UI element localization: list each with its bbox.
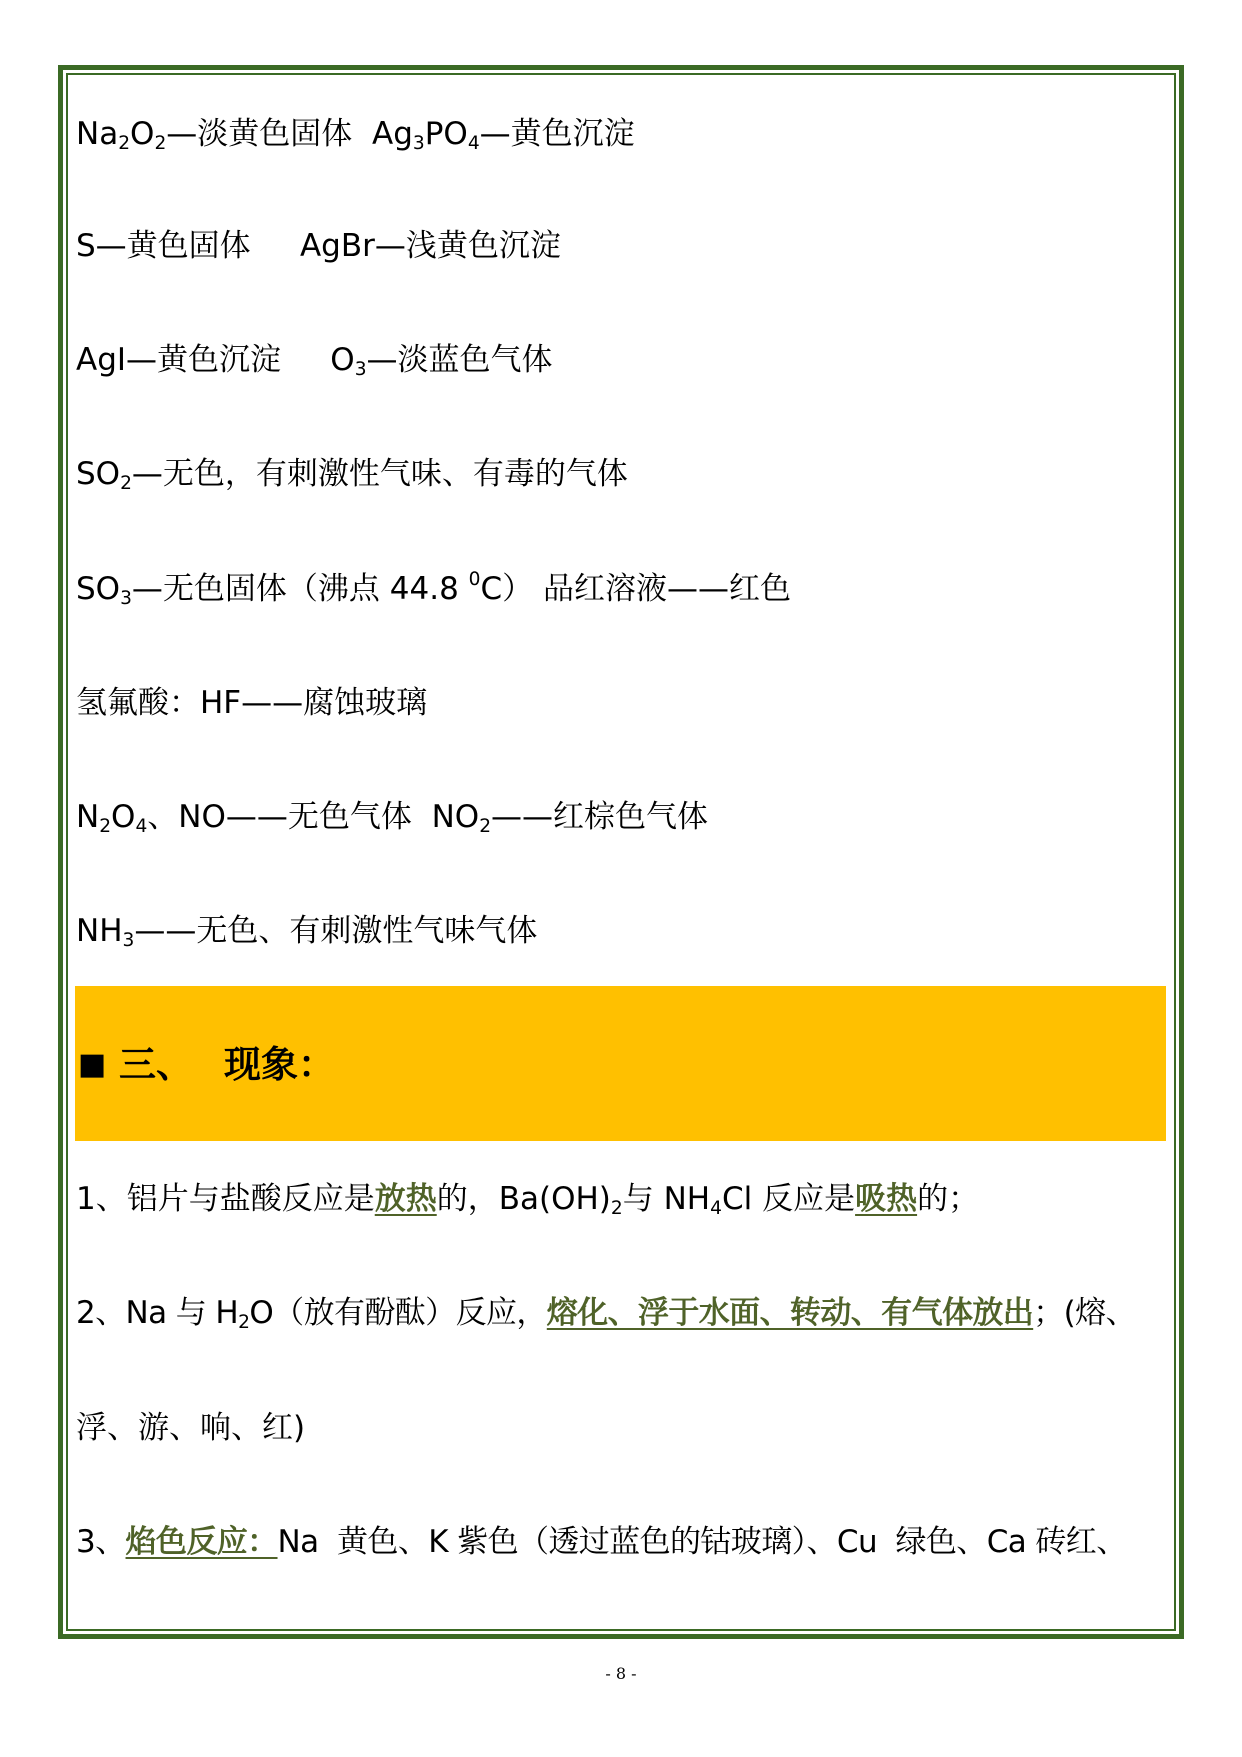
square-bullet-icon: ■ xyxy=(78,1047,107,1082)
text-run: 浮、游、响、红) xyxy=(76,1410,306,1446)
text-run: —淡蓝色气体 xyxy=(366,342,553,378)
key-term: 吸热 xyxy=(855,1181,918,1217)
text-run: C） 品红溶液——红色 xyxy=(480,571,791,607)
subscript: 3 xyxy=(354,359,367,381)
subscript: 2 xyxy=(99,816,112,838)
subscript: 2 xyxy=(479,816,492,838)
subscript: 2 xyxy=(120,473,132,495)
text-run: —无色固体（沸点 44.8 xyxy=(131,571,469,607)
subscript: 4 xyxy=(467,133,480,155)
phenomenon-line xyxy=(76,1289,1136,1337)
text-run: 3、 xyxy=(76,1524,126,1560)
text-run: ——红棕色气体 xyxy=(491,799,709,835)
subscript: 2 xyxy=(610,1198,623,1220)
key-term: 熔化、浮于水面、转动、有气体放出 xyxy=(546,1295,1034,1331)
text-run: Na 黄色、K 紫色（透过蓝色的钴玻璃）、Cu 绿色、Ca 砖红、 xyxy=(277,1524,1127,1560)
text-run: —黄色沉淀 xyxy=(479,116,635,152)
text-run: ——无色、有刺激性气味气体 xyxy=(134,913,538,949)
text-run: 氢氟酸：HF——腐蚀玻璃 xyxy=(76,685,428,721)
text-run: 、NO——无色气体 NO xyxy=(147,799,480,835)
subscript: 4 xyxy=(135,816,148,838)
text-run: 1、铝片与盐酸反应是 xyxy=(76,1181,375,1217)
subscript: 4 xyxy=(710,1198,722,1220)
subscript: 2 xyxy=(238,1312,250,1334)
text-run: SO xyxy=(76,571,121,607)
text-run: O xyxy=(130,116,155,152)
subscript: 3 xyxy=(412,133,425,155)
superscript: 0 xyxy=(468,569,481,591)
text-run: N xyxy=(76,799,100,835)
phenomenon-line xyxy=(76,1404,305,1452)
section-number: 三、 xyxy=(119,1043,193,1086)
text-run: Cl 反应是 xyxy=(721,1181,856,1217)
section-title: 现象： xyxy=(224,1043,335,1086)
text-run: 的； xyxy=(917,1181,980,1217)
subscript: 2 xyxy=(154,133,167,155)
phenomenon-line xyxy=(76,1175,979,1223)
text-run: Na xyxy=(76,116,119,152)
text-run: 与 NH xyxy=(622,1181,711,1217)
text-run: —无色，有刺激性气味、有毒的气体 xyxy=(131,456,628,492)
text-run: SO xyxy=(76,456,121,492)
text-run: S—黄色固体 AgBr—浅黄色沉淀 xyxy=(76,228,561,264)
text-run: O（放有酚酞）反应， xyxy=(249,1295,547,1331)
text-run: PO xyxy=(424,116,468,152)
page-number: - 8 - xyxy=(605,1664,637,1683)
text-run: AgI—黄色沉淀 O xyxy=(76,342,355,378)
phenomenon-line xyxy=(76,1518,1127,1566)
key-term: 焰色反应： xyxy=(125,1524,278,1560)
text-run: —淡黄色固体 Ag xyxy=(166,116,413,152)
text-run: 的，Ba(OH) xyxy=(436,1181,611,1217)
subscript: 3 xyxy=(122,930,135,952)
text-run: NH xyxy=(76,913,123,949)
subscript: 2 xyxy=(118,133,131,155)
subscript: 3 xyxy=(120,588,132,610)
key-term: 放热 xyxy=(374,1181,437,1217)
text-run: ；(熔、 xyxy=(1033,1295,1136,1331)
text-run: O xyxy=(111,799,136,835)
text-run: 2、Na 与 H xyxy=(76,1295,239,1331)
